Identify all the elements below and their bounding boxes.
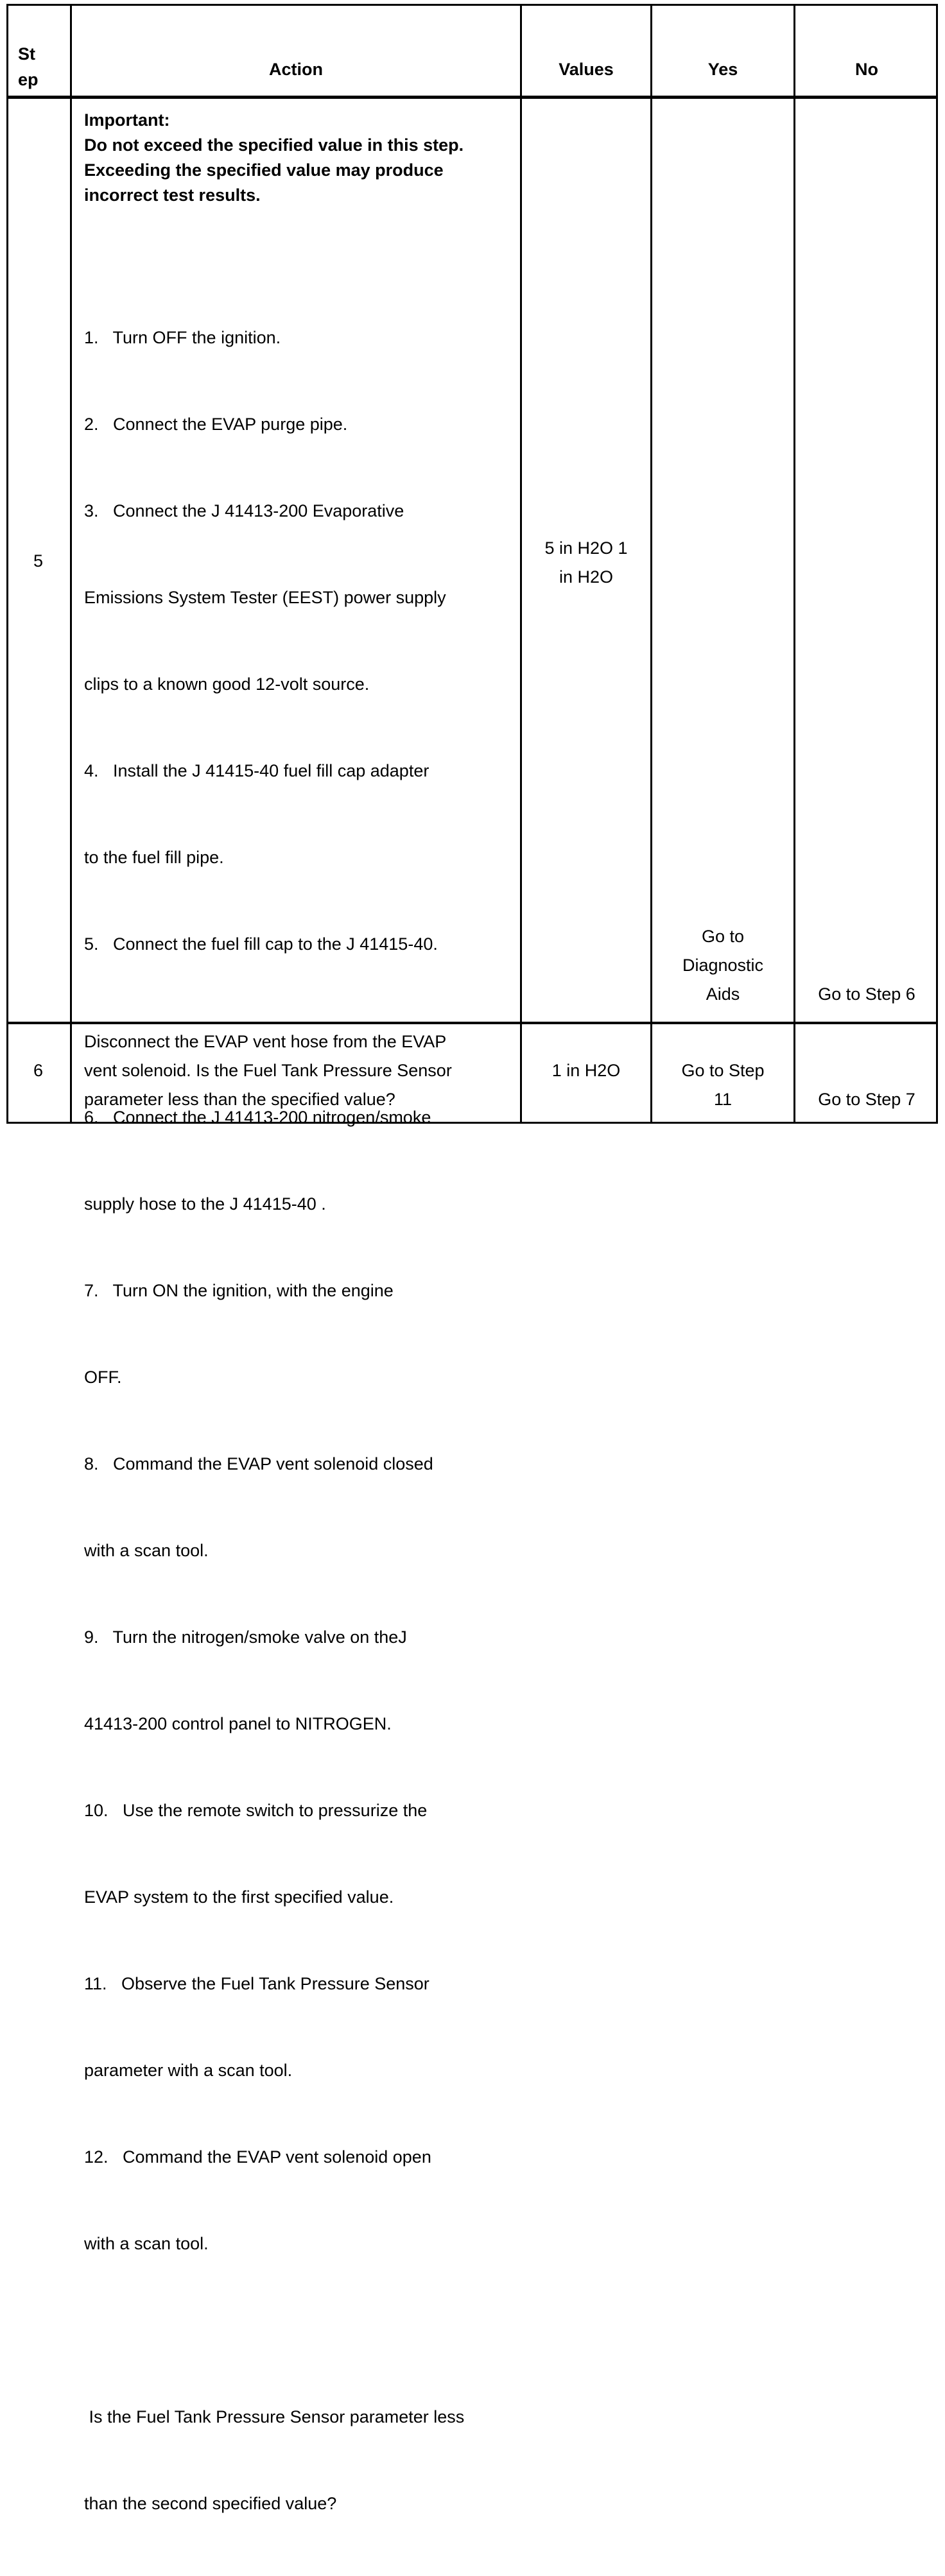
step-line: 6. Connect the J 41413-200 nitrogen/smoke [84,1108,431,1127]
row-6-step: 6 [33,1061,44,1080]
step-line: 10. Use the remote switch to pressurize the [84,1801,428,1820]
step-line: with a scan tool. [84,1541,209,1560]
step-line: 1. Turn OFF the ignition. [84,328,281,347]
column-divider [70,4,72,1124]
row-5-action [84,108,514,2576]
step-line: 11. Observe the Fuel Tank Pressure Sensor [84,1974,429,1993]
step-line: supply hose to the J 41415-40 . [84,1194,326,1214]
header-yes: Yes [707,60,738,79]
step-line: 5. Connect the fuel fill cap to the J 41415-40. [84,934,438,954]
important-title: Important: [84,110,170,130]
row-5-step: 5 [33,551,44,571]
important-line: incorrect test results. [84,185,261,205]
row-5-values: 5 in H2O 1 in H2O [544,538,628,587]
question-line: than the second specified value? [84,2494,337,2513]
step-line: 3. Connect the J 41413-200 Evaporative [84,501,404,520]
step-line: clips to a known good 12-volt source. [84,674,370,694]
row-6-yes: Go to Step 11 [681,1061,765,1109]
step-spacer [84,2316,514,2345]
header-step: St ep [18,44,39,89]
action-line: vent solenoid. Is the Fuel Tank Pressure Sensor [84,1061,452,1080]
step-line: with a scan tool. [84,2234,209,2253]
step-line: 7. Turn ON the ignition, with the engine [84,1281,394,1300]
step-line: 12. Command the EVAP vent solenoid open [84,2147,431,2167]
question-line: Is the Fuel Tank Pressure Sensor parameter less [84,2407,465,2426]
important-line: Do not exceed the specified value in this step. [84,135,464,155]
step-line: 9. Turn the nitrogen/smoke valve on theJ [84,1627,407,1647]
header-action: Action [269,60,323,79]
row-6-values: 1 in H2O [551,1061,621,1080]
row-6-no: Go to Step 7 [818,1090,915,1109]
step-line: EVAP system to the first specified value. [84,1887,394,1907]
step-line: Emissions System Tester (EEST) power supply [84,588,446,607]
row-6-action [84,1027,514,1114]
action-line: parameter less than the specified value? [84,1090,395,1109]
procedure-steps [84,266,514,2576]
row-5-yes: Go to Diagnostic Aids [682,927,764,1004]
header-divider [6,96,938,99]
header-no: No [855,60,878,79]
step-line: to the fuel fill pipe. [84,848,224,867]
header-values: Values [559,60,614,79]
step-line: 2. Connect the EVAP purge pipe. [84,415,348,434]
step-line: 4. Install the J 41415-40 fuel fill cap adapter [84,761,429,780]
column-divider [793,4,795,1124]
action-line: Disconnect the EVAP vent hose from the EVAP [84,1032,447,1051]
step-line: 8. Command the EVAP vent solenoid closed [84,1454,433,1473]
step-line: OFF. [84,1368,122,1387]
row-5-no: Go to Step 6 [818,984,915,1004]
step-line: parameter with a scan tool. [84,2061,293,2080]
step-line: 41413-200 control panel to NITROGEN. [84,1714,392,1733]
important-line: Exceeding the specified value may produce [84,160,444,180]
